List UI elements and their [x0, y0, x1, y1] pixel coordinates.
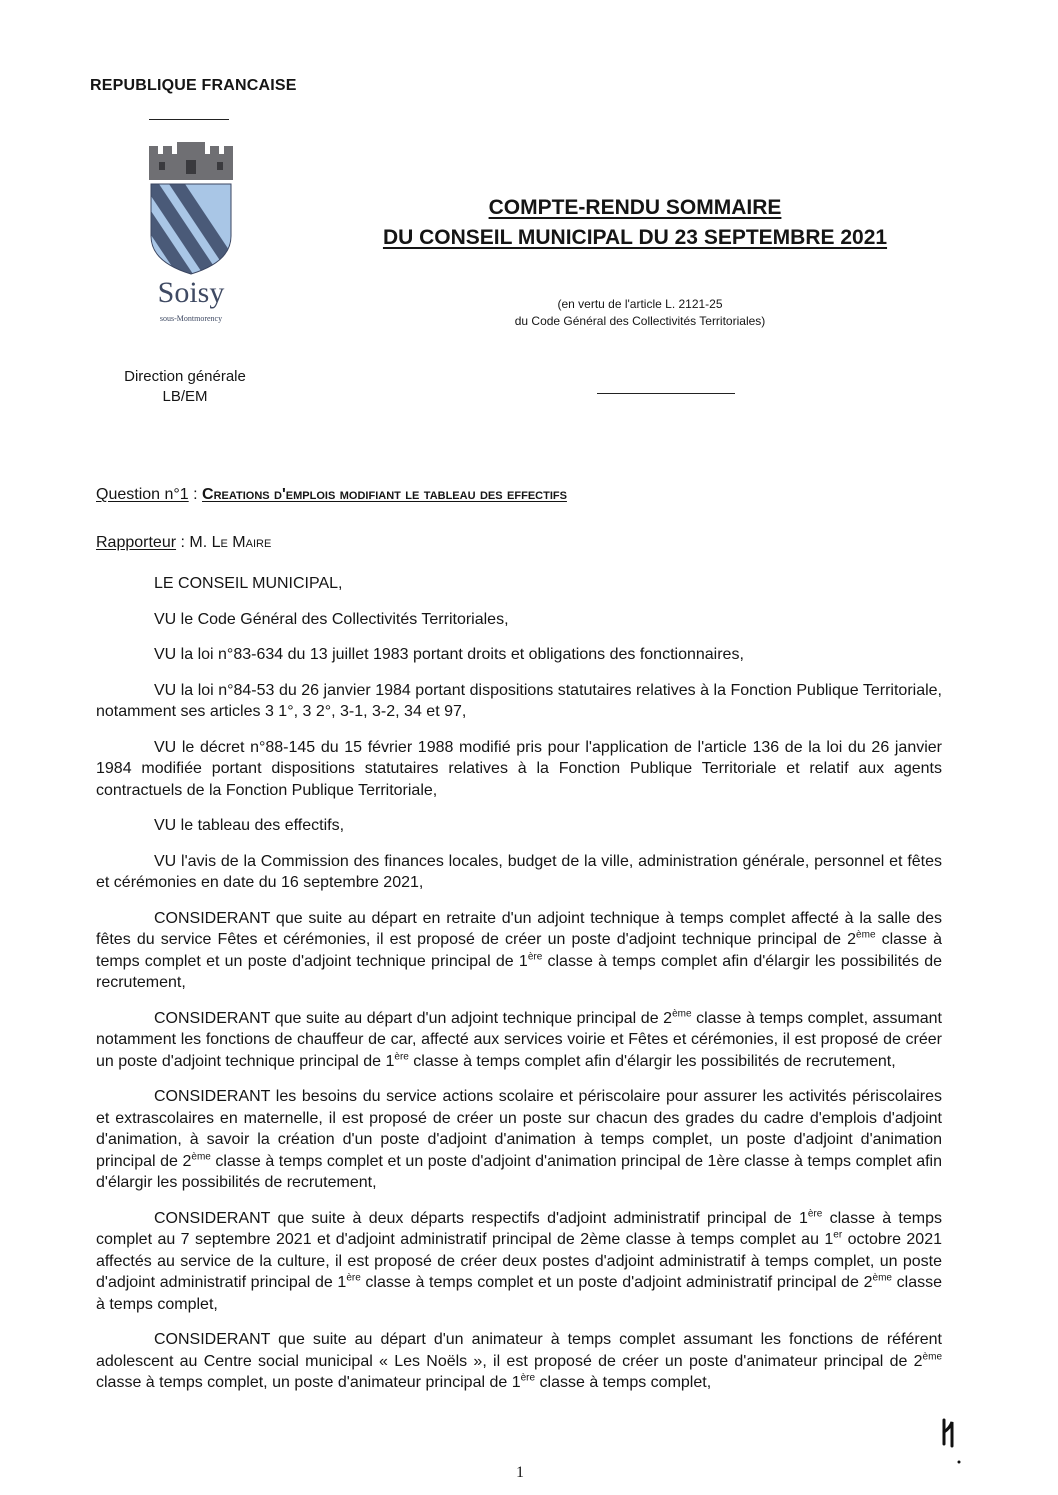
- text-run: classe à temps complet afin d'élargir les possibilités de recrutement,: [408, 1052, 896, 1070]
- reference-initials: LB/EM: [162, 388, 208, 405]
- text-run: classe à temps complet, assumant notamment les fonctions de chauffeur de car, affecté aux services voirie et Fêtes et cérémonies, il est proposé de créer un poste d'adjoint technique principal de 1: [96, 1009, 943, 1070]
- council-heading: LE CONSEIL MUNICIPAL,: [154, 575, 343, 592]
- title-divider: [597, 393, 735, 394]
- legal-reference: [470, 296, 810, 330]
- text-run: CONSIDERANT que suite au départ d'un animateur à temps complet assumant les fonctions de référent adolescent au Centre social municipal « Les Noëls », il est proposé de créer un poste d'animateur principal de 2: [96, 1331, 942, 1370]
- title-line-1: COMPTE-RENDU SOMMAIRE: [488, 196, 782, 219]
- deliberation-body: [96, 573, 942, 1408]
- considerant-paragraph: [96, 1086, 942, 1194]
- text-run: classe à temps complet et un poste d'adjoint administratif principal de 2: [360, 1274, 873, 1291]
- rapporteur-line: [96, 534, 271, 552]
- text-run: classe à temps complet afin d'élargir les possibilités de recrutement,: [96, 952, 942, 991]
- header-divider: [149, 119, 229, 120]
- logo-subtext: sous-Montmorency: [159, 314, 223, 323]
- rapporteur-name: M. Le Maire: [189, 534, 272, 551]
- text-run: classe à temps complet,: [96, 1274, 943, 1313]
- legal-reference-line-1: (en vertu de l'article L. 2121-25: [557, 297, 723, 311]
- considerant-paragraph: [96, 1208, 942, 1316]
- superscript: er: [833, 1229, 843, 1241]
- text-run: classe à temps complet et un poste d'adjoint d'animation principal de 1ère classe à temps complet afin d'élargir les possibilités de recrutement,: [96, 1152, 943, 1191]
- visa-paragraph: VU le Code Général des Collectivités Territoriales,: [154, 610, 509, 628]
- republic-heading: REPUBLIQUE FRANCAISE: [90, 77, 297, 94]
- text-run: octobre 2021 affectés au service de la culture, il est proposé de créer deux postes d'adjoint administratif à temps complet, un poste d'adjoint administratif principal de 1: [96, 1231, 943, 1291]
- text-run: CONSIDERANT que suite au départ d'un adjoint technique principal de 2: [154, 1009, 673, 1027]
- considerant-paragraph: [96, 908, 942, 994]
- visa-paragraph: VU la loi n°83-634 du 13 juillet 1983 portant droits et obligations des fonctionnaires,: [154, 646, 744, 663]
- question-heading: [96, 486, 567, 504]
- page-number: 1: [516, 1464, 524, 1481]
- visa-paragraph: VU le tableau des effectifs,: [154, 817, 345, 834]
- superscript: ère: [520, 1372, 536, 1384]
- text-run: classe à temps complet et un poste d'adjoint technique principal de 1: [96, 931, 943, 970]
- logo-wordmark: Soisy: [157, 276, 225, 309]
- department-block: [105, 367, 265, 407]
- visa-paragraph: VU le décret n°88-145 du 15 février 1988 modifié pris pour l'application de l'article 136 de la loi du 26 janvier 1984 modifiée portant dispositions statutaires relatives à la Fonction Publique Territoriale et relatif aux agents contractuels de la Fonction Publique Territoriale,: [96, 738, 942, 799]
- question-label: Question n°1: [96, 486, 189, 503]
- handwritten-initials: [940, 1418, 970, 1471]
- visa-paragraph: VU l'avis de la Commission des finances locales, budget de la ville, administration générale, personnel et fêtes et cérémonies en date du 16 septembre 2021,: [96, 852, 942, 891]
- text-run: classe à temps complet,: [535, 1374, 712, 1391]
- superscript: ème: [922, 1351, 942, 1363]
- department-name: Direction générale: [124, 368, 246, 385]
- town-logo: [141, 140, 241, 330]
- superscript: ère: [527, 951, 543, 963]
- superscript: ère: [346, 1272, 361, 1284]
- text-run: classe à temps complet, un poste d'animateur principal de 1: [96, 1374, 521, 1391]
- text-run: CONSIDERANT les besoins du service actions scolaire et périscolaire pour assurer les activités périscolaires et extrascolaires en maternelle, il est proposé de créer un poste sur chacun des grades du cadre d'emplois d'adjoint d'animation, à savoir la création d'un poste d'adjoint d'animation à temps complet, un poste d'adjoint d'animation principal de 2: [96, 1088, 942, 1170]
- rapporteur-separator: :: [176, 534, 190, 551]
- considerant-paragraph: [96, 1008, 942, 1073]
- superscript: ème: [856, 929, 876, 941]
- considerant-paragraph: [96, 1329, 942, 1394]
- superscript: ème: [672, 1008, 692, 1020]
- superscript: ère: [807, 1208, 823, 1220]
- superscript: ème: [191, 1151, 211, 1163]
- superscript: ème: [872, 1272, 892, 1284]
- superscript: ère: [394, 1051, 409, 1063]
- text-run: CONSIDERANT que suite à deux départs respectifs d'adjoint administratif principal de 1: [154, 1209, 808, 1227]
- text-run: classe à temps complet au 7 septembre 2021 et d'adjoint administratif principal de 2ème classe à temps complet au 1: [96, 1209, 943, 1248]
- legal-reference-line-2: du Code Général des Collectivités Territoriales): [514, 314, 766, 328]
- document-title: [370, 193, 900, 253]
- question-subject: Creations d'emplois modifiant le tableau des effectifs: [202, 486, 567, 503]
- text-run: CONSIDERANT que suite au départ en retraite d'un adjoint technique à temps complet affecté à la salle des fêtes du service Fêtes et cérémonies, il est proposé de créer un poste d'adjoint technique principal de 2: [96, 909, 942, 948]
- rapporteur-label: Rapporteur: [96, 534, 177, 551]
- title-line-2: DU CONSEIL MUNICIPAL DU 23 SEPTEMBRE 2021: [382, 226, 888, 249]
- visa-paragraph: VU la loi n°84-53 du 26 janvier 1984 portant dispositions statutaires relatives à la Fonction Publique Territoriale, notamment ses articles 3 1°, 3 2°, 3-1, 3-2, 34 et 97,: [96, 681, 942, 720]
- initials-mark: [940, 1418, 970, 1466]
- question-separator: :: [188, 486, 203, 503]
